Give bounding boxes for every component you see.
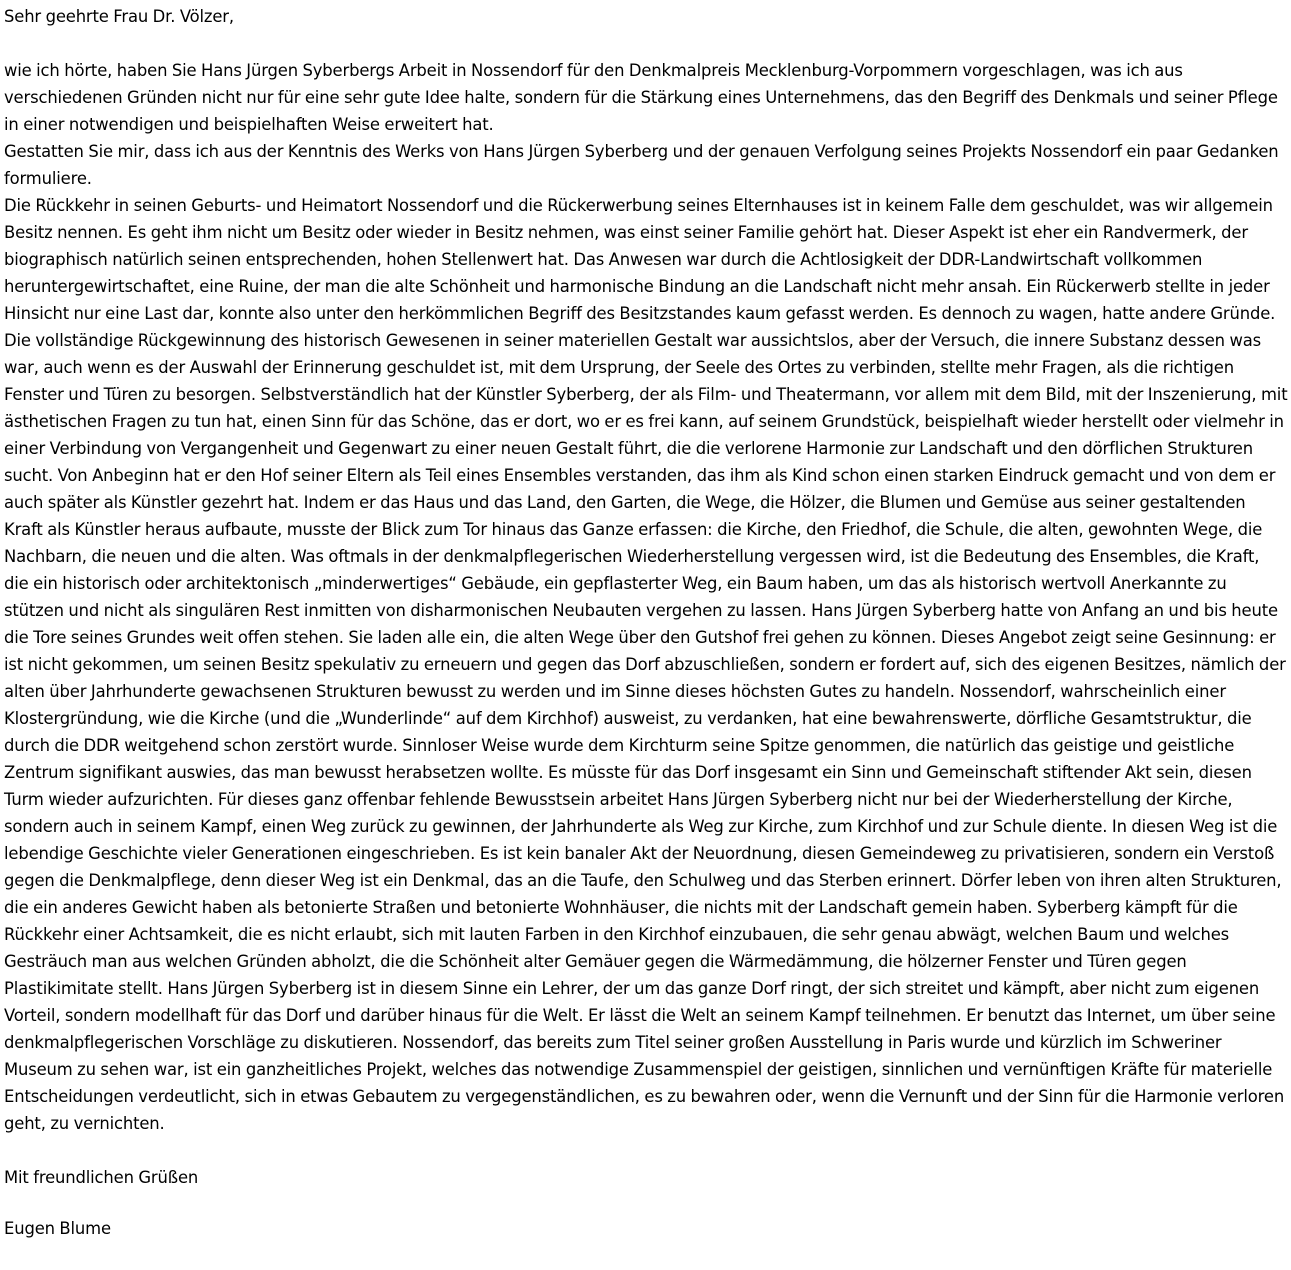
- letter-document: [4, 3, 1288, 1242]
- paragraph-main: Die Rückkehr in seinen Geburts- und Heimatort Nossendorf und die Rückerwerbung seines Elternhauses ist in keinem Falle dem geschuldet, was wir allgemein Besitz nennen. Es geht ihm nicht um Besitz oder wieder in Besitz nehmen, was einst seiner Familie gehört hat. Dieser Aspekt ist eher ein Randvermerk, der biographisch natürlich seinen entsprechenden, hohen Stellenwert hat. Das Anwesen war durch die Achtlosigkeit der DDR-Landwirtschaft vollkommen heruntergewirtschaftet, eine Ruine, der man die alte Schönheit und harmonische Bindung an die Landschaft nicht mehr ansah. Ein Rückerwerb stellte in jeder Hinsicht nur eine Last dar, konnte also unter den herkömmlichen Begriff des Besitzstandes kaum gefasst werden. Es dennoch zu wagen, hatte andere Gründe. Die vollständige Rückgewinnung des historisch Gewesenen in seiner materiellen Gestalt war aussichtslos, aber der Versuch, die innere Substanz dessen was war, auch wenn es der Auswahl der Erinnerung geschuldet ist, mit dem Ursprung, der Seele des Ortes zu verbinden, stellte mehr Fragen, als die richtigen Fenster und Türen zu besorgen. Selbstverständlich hat der Künstler Syberberg, der als Film- und Theatermann, vor allem mit dem Bild, mit der Inszenierung, mit ästhetischen Fragen zu tun hat, einen Sinn für das Schöne, das er dort, wo er es frei kann, auf seinem Grundstück, beispielhaft wieder herstellt oder vielmehr in einer Verbindung von Vergangenheit und Gegenwart zu einer neuen Gestalt führt, die die verlorene Harmonie zur Landschaft und den dörflichen Strukturen sucht. Von Anbeginn hat er den Hof seiner Eltern als Teil eines Ensembles verstanden, das ihm als Kind schon einen starken Eindruck gemacht und von dem er auch später als Künstler gezehrt hat. Indem er das Haus und das Land, den Garten, die Wege, die Hölzer, die Blumen und Gemüse aus seiner gestaltenden Kraft als Künstler heraus aufbaute, musste der Blick zum Tor hinaus das Ganze erfassen: die Kirche, den Friedhof, die Schule, die alten, gewohnten Wege, die Nachbarn, die neuen und die alten. Was oftmals in der denkmalpflegerischen Wiederherstellung vergessen wird, ist die Bedeutung des Ensembles, die Kraft, die ein historisch oder architektonisch „minderwertiges“ Gebäude, ein gepflasterter Weg, ein Baum haben, um das als historisch wertvoll Anerkannte zu stützen und nicht als singulären Rest inmitten von disharmonischen Neubauten vergehen zu lassen. Hans Jürgen Syberberg hatte von Anfang an und bis heute die Tore seines Grundes weit offen stehen. Sie laden alle ein, die alten Wege über den Gutshof frei gehen zu können. Dieses Angebot zeigt seine Gesinnung: er ist nicht gekommen, um seinen Besitz spekulativ zu erneuern und gegen das Dorf abzuschließen, sondern er fordert auf, sich des eigenen Besitzes, nämlich der alten über Jahrhunderte gewachsenen Strukturen bewusst zu werden und im Sinne dieses höchsten Gutes zu handeln. Nossendorf, wahrscheinlich einer Klostergründung, wie die Kirche (und die „Wunderlinde“ auf dem Kirchhof) ausweist, zu verdanken, hat eine bewahrenswerte, dörfliche Gesamtstruktur, die durch die DDR weitgehend schon zerstört wurde. Sinnloser Weise wurde dem Kirchturm seine Spitze genommen, die natürlich das geistige und geistliche Zentrum signifikant auswies, das man bewusst herabsetzen wollte. Es müsste für das Dorf insgesamt ein Sinn und Gemeinschaft stiftender Akt sein, diesen Turm wieder aufzurichten. Für dieses ganz offenbar fehlende Bewusstsein arbeitet Hans Jürgen Syberberg nicht nur bei der Wiederherstellung der Kirche, sondern auch in seinem Kampf, einen Weg zurück zu gewinnen, der Jahrhunderte als Weg zur Kirche, zum Kirchhof und zur Schule diente. In diesen Weg ist die lebendige Geschichte vieler Generationen eingeschrieben. Es ist kein banaler Akt der Neuordnung, diesen Gemeindeweg zu privatisieren, sondern ein Verstoß gegen die Denkmalpflege, denn dieser Weg ist ein Denkmal, das an die Taufe, den Schulweg und das Sterben erinnert. Dörfer leben von ihren alten Strukturen, die ein anderes Gewicht haben als betonierte Straßen und betonierte Wohnhäuser, die nichts mit der Landschaft gemein haben. Syberberg kämpft für die Rückkehr einer Achtsamkeit, die es nicht erlaubt, sich mit lauten Farben in den Kirchhof einzubauen, die sehr genau abwägt, welchen Baum und welches Gesträuch man aus welchen Gründen abholzt, die die Schönheit alter Gemäuer gegen die Wärmedämmung, die hölzerner Fenster und Türen gegen Plastikimitate stellt. Hans Jürgen Syberberg ist in diesem Sinne ein Lehrer, der um das ganze Dorf ringt, der sich streitet und kämpft, aber nicht zum eigenen Vorteil, sondern modellhaft für das Dorf und darüber hinaus für die Welt. Er lässt die Welt an seinem Kampf teilnehmen. Er benutzt das Internet, um über seine denkmalpflegerischen Vorschläge zu diskutieren. Nossendorf, das bereits zum Titel seiner großen Ausstellung in Paris wurde und kürzlich im Schweriner Museum zu sehen war, ist ein ganzheitliches Projekt, welches das notwendige Zusammenspiel der geistigen, sinnlichen und vernünftigen Kräfte für materielle Entscheidungen verdeutlicht, sich in etwas Gebautem zu vergegenständlichen, es zu bewahren oder, wenn die Vernunft und der Sinn für die Harmonie verloren geht, zu vernichten.: [4, 196, 1288, 1133]
- blank-line: [4, 30, 1288, 57]
- paragraph-request: Gestatten Sie mir, dass ich aus der Kenntnis des Werks von Hans Jürgen Syberberg und der genauen Verfolgung seines Projekts Nossendorf ein paar Gedanken formuliere.: [4, 142, 1279, 188]
- paragraph-intro: wie ich hörte, haben Sie Hans Jürgen Syberbergs Arbeit in Nossendorf für den Denkmalpreis Mecklenburg-Vorpommern vorgeschlagen, was ich aus verschiedenen Gründen nicht nur für eine sehr gute Idee halte, sondern für die Stärkung eines Unternehmens, das den Begriff des Denkmals und seiner Pflege in einer notwendigen und beispielhaften Weise erweitert hat.: [4, 61, 1278, 134]
- blank-line: [4, 1137, 1288, 1164]
- salutation: Sehr geehrte Frau Dr. Völzer,: [4, 7, 234, 26]
- blank-line: [4, 1191, 1288, 1215]
- closing: Mit freundlichen Grüßen: [4, 1168, 199, 1187]
- signature: Eugen Blume: [4, 1219, 111, 1238]
